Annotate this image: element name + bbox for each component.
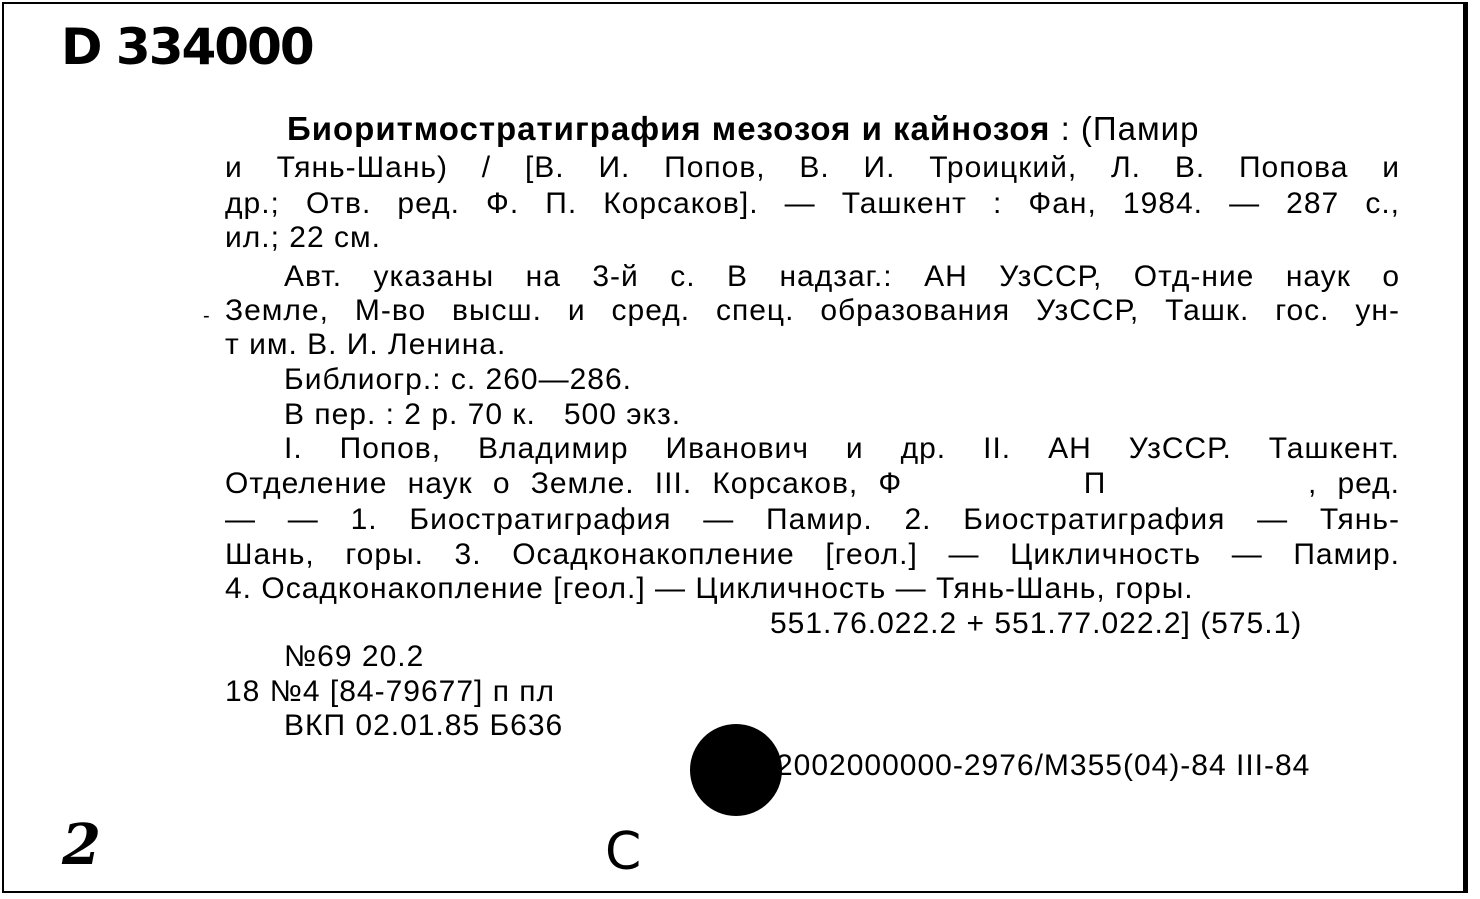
- tech-line: №69 20.2: [284, 640, 425, 673]
- tech-line: 18 №4 [84-79677] п пл: [225, 675, 556, 708]
- note-line: Земле, М-во высш. и сред. спец. образования УзССР, Ташк. гос. ун-: [225, 294, 1400, 327]
- note-line: т им. В. И. Ленина.: [225, 328, 507, 361]
- tracing-line: Отделение наук о Земле. III. Корсаков, Ф П , ред.: [225, 467, 1400, 500]
- call-number: D 334000: [61, 18, 313, 76]
- udc-line: 551.76.022.2 + 551.77.022.2] (575.1): [770, 607, 1303, 640]
- corner-letter: C: [605, 822, 642, 882]
- title-line: [287, 112, 1400, 146]
- body-line: и Тянь-Шань) / [В. И. Попов, В. И. Троицкий, Л. В. Попова и: [225, 151, 1400, 184]
- tracing-line: 4. Осадконакопление [геол.] — Цикличность — Тянь-Шань, горы.: [225, 572, 1194, 605]
- note-line: Библиогр.: с. 260—286.: [284, 363, 632, 396]
- note-line: В пер. : 2 р. 70 к. 500 экз.: [284, 398, 682, 431]
- tracing-line: I. Попов, Владимир Иванович и др. II. АН УзССР. Ташкент.: [284, 432, 1400, 465]
- margin-dash: -: [203, 305, 210, 327]
- handwritten-mark: 2: [62, 812, 101, 878]
- book-title: Биоритмостратиграфия мезозоя и кайнозоя: [287, 110, 1051, 147]
- tracing-line: — — 1. Биостратиграфия — Памир. 2. Биостратиграфия — Тянь-: [225, 503, 1400, 536]
- tech-line: ВКП 02.01.85 Б636: [284, 709, 564, 742]
- code-line: 2002000000-2976/М355(04)-84 III-84: [776, 749, 1311, 782]
- title-rest: : (Памир: [1050, 110, 1200, 147]
- body-line: др.; Отв. ред. Ф. П. Корсаков]. — Ташкент : Фан, 1984. — 287 с.,: [225, 187, 1400, 220]
- catalog-card: [2, 2, 1468, 893]
- punched-hole: [690, 724, 782, 816]
- body-line: ил.; 22 см.: [225, 221, 381, 254]
- note-line: Авт. указаны на 3-й с. В надзаг.: АН УзССР, Отд-ние наук о: [284, 260, 1400, 293]
- tracing-line: Шань, горы. 3. Осадконакопление [геол.] — Цикличность — Памир.: [225, 538, 1400, 571]
